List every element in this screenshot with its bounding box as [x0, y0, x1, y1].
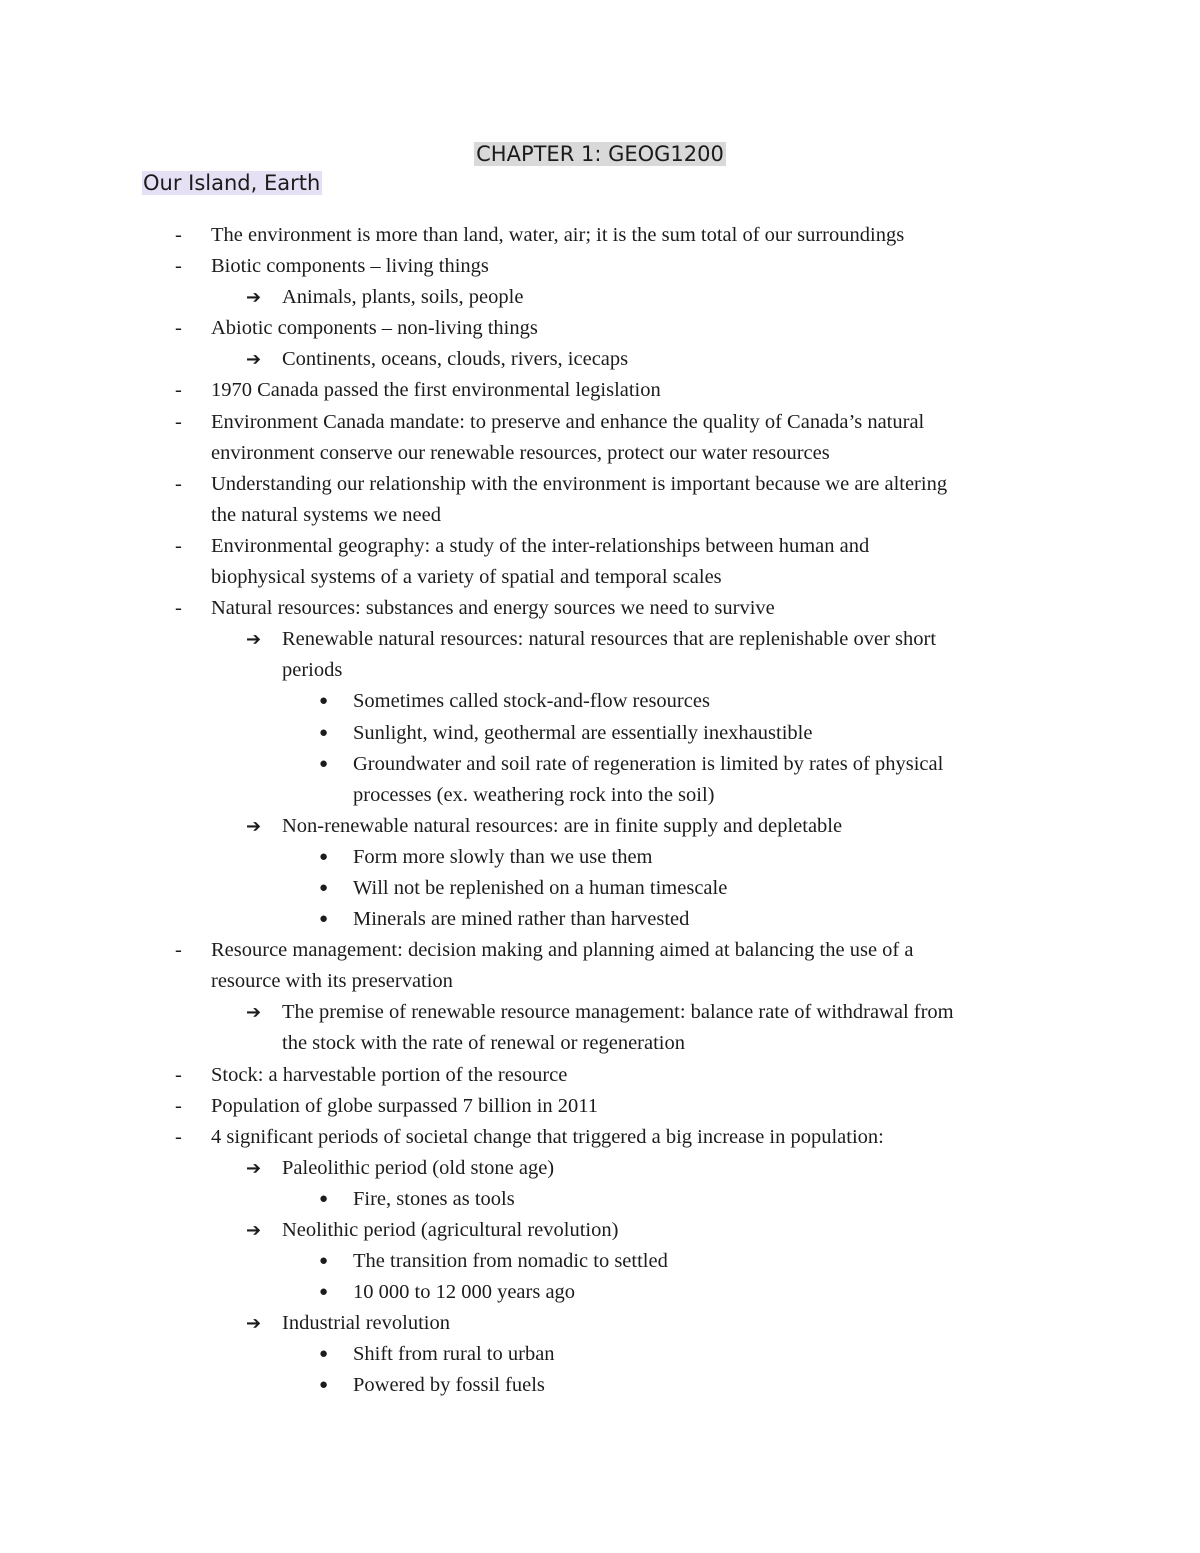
- list-item-text: Industrial revolution: [282, 1312, 450, 1335]
- list-item-text: Understanding our relationship with the environment is important because we are altering: [211, 472, 948, 495]
- bullet-icon: ●: [319, 1284, 329, 1301]
- dash-marker: -: [175, 597, 182, 620]
- bullet-icon: ●: [319, 1253, 329, 1270]
- arrow-icon: ➔: [246, 1220, 262, 1241]
- list-item: [0, 1215, 1200, 1246]
- list-item: [0, 313, 1200, 344]
- list-item-text: The premise of renewable resource management: balance rate of withdrawal from: [282, 1001, 954, 1024]
- list-item: [0, 966, 1200, 997]
- dash-marker: -: [175, 410, 182, 433]
- list-item-text: environment conserve our renewable resources, protect our water resources: [211, 441, 830, 464]
- list-item-text: Animals, plants, soils, people: [282, 286, 524, 309]
- bullet-icon: ●: [319, 848, 329, 865]
- list-item-text: the natural systems we need: [211, 503, 441, 526]
- list-item-text: Minerals are mined rather than harvested: [353, 908, 690, 931]
- dash-marker: -: [175, 224, 182, 246]
- arrow-icon: ➔: [246, 815, 262, 837]
- bullet-icon: ●: [319, 1190, 329, 1207]
- list-item-text: Will not be replenished on a human timescale: [353, 876, 728, 899]
- list-item-text: Shift from rural to urban: [353, 1343, 555, 1366]
- list-item: [0, 780, 1200, 811]
- list-item: [0, 344, 1200, 375]
- list-item: [0, 1060, 1200, 1091]
- list-item: [0, 904, 1200, 935]
- list-item-text: processes (ex. weathering rock into the soil): [353, 783, 715, 806]
- arrow-icon: ➔: [246, 349, 262, 371]
- list-item: [0, 1091, 1200, 1122]
- list-item: [0, 624, 1200, 655]
- dash-marker: -: [175, 317, 182, 340]
- list-item-text: resource with its preservation: [211, 970, 453, 993]
- list-item: [0, 1277, 1200, 1308]
- list-item: [0, 749, 1200, 780]
- arrow-icon: ➔: [246, 1002, 262, 1024]
- dash-marker: -: [175, 379, 182, 402]
- list-item-text: 4 significant periods of societal change that triggered a big increase in population:: [211, 1125, 884, 1148]
- list-item-text: Powered by fossil fuels: [353, 1374, 545, 1397]
- list-item: [0, 1153, 1200, 1184]
- list-item-text: biophysical systems of a variety of spatial and temporal scales: [211, 566, 722, 589]
- list-item: [0, 1246, 1200, 1277]
- list-item-text: Environment Canada mandate: to preserve and enhance the quality of Canada’s natural: [211, 410, 925, 433]
- list-item: [0, 1184, 1200, 1215]
- section-heading: [142, 169, 322, 197]
- list-item: [0, 469, 1200, 500]
- bullet-icon: ●: [319, 755, 329, 772]
- bullet-icon: ●: [319, 879, 329, 896]
- arrow-icon: ➔: [246, 1313, 262, 1335]
- list-item-text: Neolithic period (agricultural revolution): [282, 1219, 619, 1241]
- list-item-text: Stock: a harvestable portion of the resource: [211, 1063, 568, 1086]
- list-item: [0, 842, 1200, 873]
- notes-list: [0, 220, 1200, 1402]
- dash-marker: -: [175, 1063, 182, 1086]
- list-item: [0, 407, 1200, 438]
- list-item: [0, 562, 1200, 593]
- list-item-text: Fire, stones as tools: [353, 1187, 515, 1210]
- list-item: [0, 220, 1200, 251]
- bullet-icon: ●: [319, 1377, 329, 1394]
- list-item-text: 1970 Canada passed the first environmental legislation: [211, 379, 661, 402]
- arrow-icon: ➔: [246, 287, 262, 309]
- bullet-icon: ●: [319, 911, 329, 928]
- list-item-text: Environmental geography: a study of the inter-relationships between human and: [211, 534, 870, 557]
- list-item-text: The environment is more than land, water, air; it is the sum total of our surroundings: [211, 224, 905, 246]
- list-item: [0, 282, 1200, 313]
- list-item: [0, 593, 1200, 624]
- dash-marker: -: [175, 1094, 182, 1117]
- list-item: [0, 1339, 1200, 1370]
- list-item-text: Groundwater and soil rate of regeneration is limited by rates of physical: [353, 752, 944, 775]
- list-item-text: periods: [282, 659, 343, 682]
- list-item: [0, 375, 1200, 406]
- arrow-icon: ➔: [246, 1157, 262, 1179]
- list-item: [0, 811, 1200, 842]
- list-item-text: Abiotic components – non-living things: [211, 317, 538, 340]
- list-item: [0, 935, 1200, 966]
- bullet-icon: ●: [319, 1346, 329, 1363]
- list-item-text: Continents, oceans, clouds, rivers, icecaps: [282, 348, 629, 371]
- list-item-text: 10 000 to 12 000 years ago: [353, 1281, 576, 1304]
- list-item-text: Non-renewable natural resources: are in finite supply and depletable: [282, 814, 843, 837]
- list-item: [0, 438, 1200, 469]
- list-item-text: Renewable natural resources: natural resources that are replenishable over short: [282, 628, 937, 651]
- dash-marker: -: [175, 255, 182, 278]
- bullet-icon: ●: [319, 693, 329, 710]
- list-item-text: Sometimes called stock-and-flow resources: [353, 690, 710, 713]
- list-item: [0, 718, 1200, 749]
- list-item-text: Resource management: decision making and planning aimed at balancing the use of a: [211, 939, 914, 962]
- list-item: [0, 873, 1200, 904]
- list-item: [0, 686, 1200, 717]
- list-item-text: Population of globe surpassed 7 billion in 2011: [211, 1094, 599, 1117]
- list-item: [0, 1028, 1200, 1059]
- dash-marker: -: [175, 1125, 182, 1148]
- list-item: [0, 997, 1200, 1028]
- dash-marker: -: [175, 939, 182, 962]
- list-item: [0, 1370, 1200, 1401]
- list-item: [0, 1122, 1200, 1153]
- list-item-text: Paleolithic period (old stone age): [282, 1156, 555, 1179]
- list-item-text: The transition from nomadic to settled: [353, 1250, 668, 1273]
- dash-marker: -: [175, 534, 182, 557]
- list-item: [0, 500, 1200, 531]
- list-item-text: Sunlight, wind, geothermal are essentially inexhaustible: [353, 721, 813, 744]
- bullet-icon: ●: [319, 724, 329, 741]
- dash-marker: -: [175, 472, 182, 495]
- section-heading-text: Our Island, Earth: [143, 171, 321, 195]
- list-item: [0, 655, 1200, 686]
- arrow-icon: ➔: [246, 629, 262, 651]
- list-item: [0, 251, 1200, 282]
- list-item-text: Natural resources: substances and energy sources we need to survive: [211, 597, 775, 620]
- chapter-title-text: CHAPTER 1: GEOG1200: [476, 142, 724, 166]
- list-item: [0, 1308, 1200, 1339]
- chapter-title: [0, 140, 1200, 168]
- list-item-text: Biotic components – living things: [211, 255, 489, 278]
- list-item-text: the stock with the rate of renewal or regeneration: [282, 1032, 685, 1055]
- list-item: [0, 531, 1200, 562]
- list-item-text: Form more slowly than we use them: [353, 845, 653, 868]
